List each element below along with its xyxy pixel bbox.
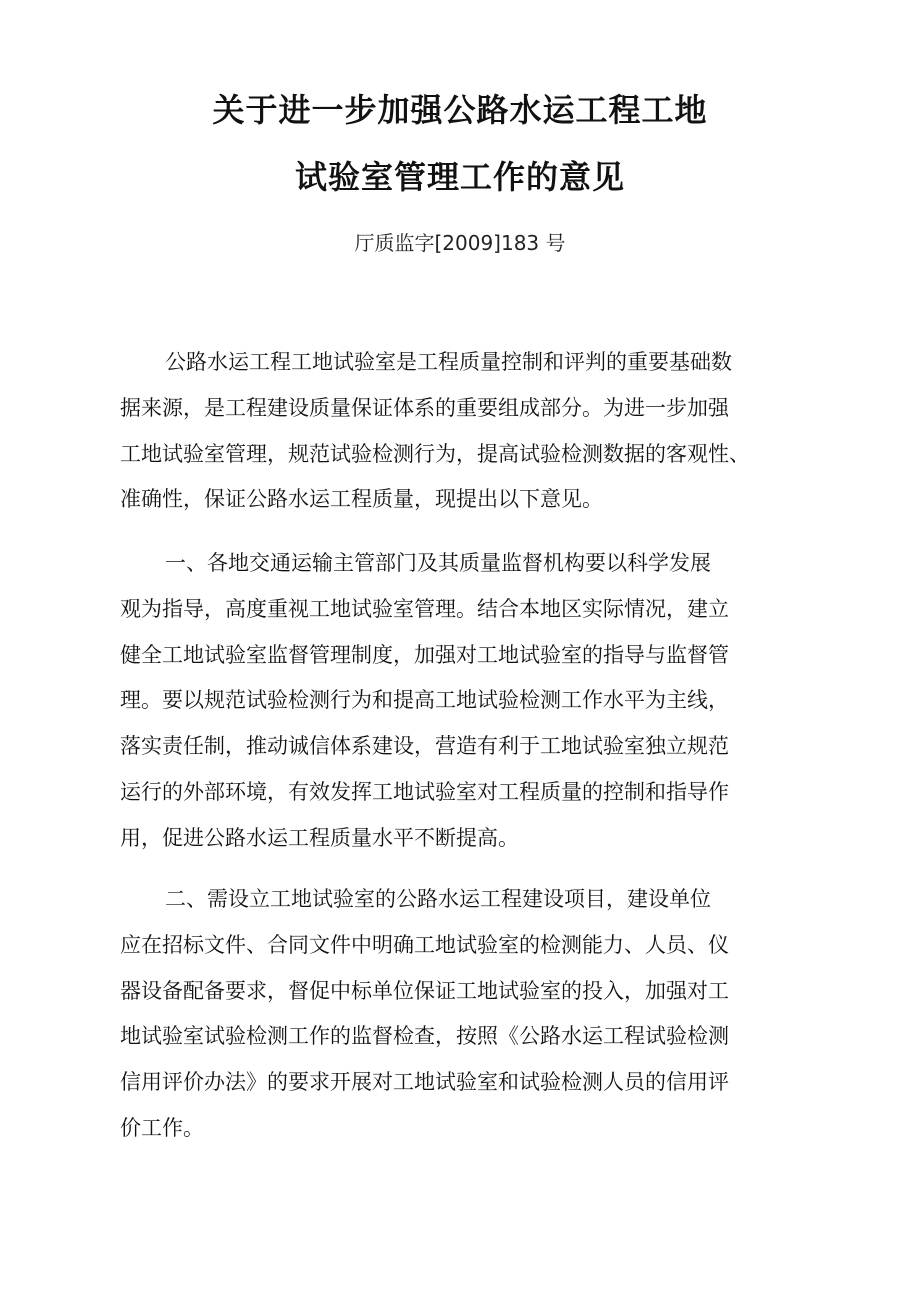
document-title-line-2: 试验室管理工作的意见 <box>294 158 625 196</box>
paragraph-line: 准确性，保证公路水运工程质量，现提出以下意见。 <box>120 487 603 512</box>
paragraph-line: 器设备配备要求，督促中标单位保证工地试验室的投入，加强对工 <box>120 978 729 1003</box>
paragraph-line: 价工作。 <box>120 1115 204 1140</box>
document-number: 厅质监字[2009]183 号 <box>354 231 566 255</box>
paragraph-line: 应在招标文件、合同文件中明确工地试验室的检测能力、人员、仪 <box>120 932 729 957</box>
paragraph-line: 据来源，是工程建设质量保证体系的重要组成部分。为进一步加强 <box>120 395 729 420</box>
paragraph-line: 理。要以规范试验检测行为和提高工地试验检测工作水平为主线， <box>120 688 729 713</box>
paragraph-line: 落实责任制，推动诚信体系建设，营造有利于工地试验室独立规范 <box>120 734 729 759</box>
paragraph-line: 一、各地交通运输主管部门及其质量监督机构要以科学发展 <box>165 551 711 575</box>
paragraph-line: 信用评价办法》的要求开展对工地试验室和试验检测人员的信用评 <box>120 1070 729 1095</box>
document-title-line-1: 关于进一步加强公路水运工程工地 <box>212 91 708 129</box>
paragraph-line: 运行的外部环境，有效发挥工地试验室对工程质量的控制和指导作 <box>120 779 729 804</box>
paragraph-line: 公路水运工程工地试验室是工程质量控制和评判的重要基础数 <box>165 350 732 374</box>
paragraph-line: 健全工地试验室监督管理制度，加强对工地试验室的指导与监督管 <box>120 642 729 667</box>
paragraph-line: 观为指导，高度重视工地试验室管理。结合本地区实际情况，建立 <box>120 596 729 621</box>
paragraph-section-1 <box>120 541 805 862</box>
paragraph-line: 用，促进公路水运工程质量水平不断提高。 <box>120 825 519 850</box>
paragraph-line: 二、需设立工地试验室的公路水运工程建设项目，建设单位 <box>165 887 711 911</box>
paragraph-intro <box>120 340 805 523</box>
paragraph-line: 地试验室试验检测工作的监督检查，按照《公路水运工程试验检测 <box>120 1024 729 1049</box>
paragraph-section-2 <box>120 877 805 1152</box>
paragraph-line: 工地试验室管理，规范试验检测行为，提高试验检测数据的客观性、 <box>120 441 750 466</box>
